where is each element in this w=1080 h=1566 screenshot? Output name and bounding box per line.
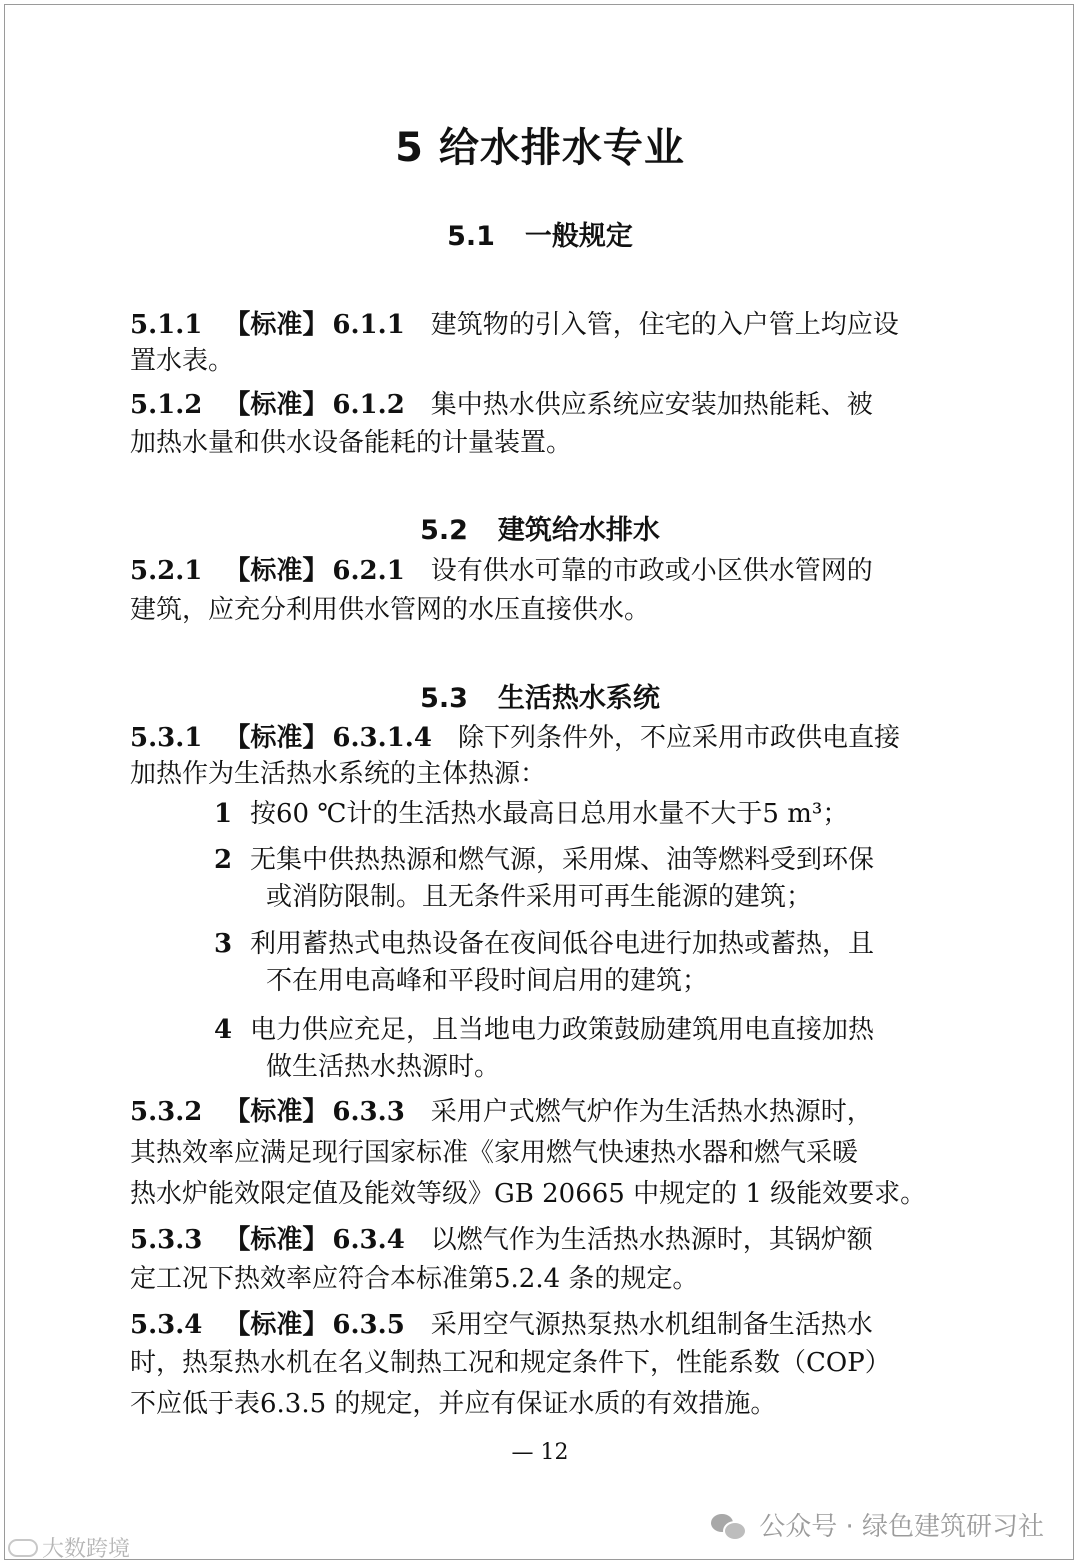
clause-text-cont: 时，热泵热水机在名义制热工况和规定条件下，性能系数（COP） xyxy=(130,1348,891,1378)
clause-text-cont: 其热效率应满足现行国家标准《家用燃气快速热水器和燃气采暖 xyxy=(130,1138,859,1168)
clause-number: 5.2.1 xyxy=(130,556,203,586)
standard-tag: 【标准】 xyxy=(224,1097,329,1127)
clause-number: 5.3.1 xyxy=(130,723,203,753)
section-title-5-1 xyxy=(0,214,1080,253)
standard-tag: 【标准】 xyxy=(224,723,329,753)
clause-5-1-1 xyxy=(130,307,899,343)
clause-5-3-4 xyxy=(130,1307,873,1343)
clause-5-3-1 xyxy=(130,720,900,756)
clause-text: 采用空气源热泵热水机组制备生活热水 xyxy=(430,1310,873,1340)
watermark-text: 公众号 · 绿色建筑研习社 xyxy=(759,1512,1044,1542)
clause-text-cont: 置水表。 xyxy=(130,346,235,376)
clause-text: 设有供水可靠的市政或小区供水管网的 xyxy=(430,556,873,586)
list-item-number: 2 xyxy=(214,845,233,875)
list-item-text: 利用蓄热式电热设备在夜间低谷电进行加热或蓄热，且 xyxy=(250,929,875,959)
section-number: 5.3 xyxy=(420,683,468,714)
clause-number: 5.3.3 xyxy=(130,1225,203,1255)
standard-tag: 【标准】 xyxy=(224,556,329,586)
clause-text: 集中热水供应系统应安装加热能耗、被 xyxy=(430,390,873,420)
standard-tag: 【标准】 xyxy=(224,310,329,340)
clause-number: 5.1.1 xyxy=(130,310,203,340)
clause-number: 5.1.2 xyxy=(130,390,203,420)
list-item-number: 1 xyxy=(214,799,233,829)
clause-text: 以燃气作为生活热水热源时，其锅炉额 xyxy=(430,1225,873,1255)
clause-number: 5.3.4 xyxy=(130,1310,203,1340)
watermark-brand xyxy=(8,1532,130,1563)
section-title-5-2 xyxy=(0,508,1080,547)
standard-number: 6.3.1.4 xyxy=(332,723,432,753)
section-name: 建筑给水排水 xyxy=(497,515,660,546)
watermark-wechat xyxy=(711,1506,1044,1543)
standard-tag: 【标准】 xyxy=(224,390,329,420)
standard-tag: 【标准】 xyxy=(224,1225,329,1255)
standard-number: 6.2.1 xyxy=(332,556,405,586)
list-item-text-cont: 做生活热水热源时。 xyxy=(266,1052,501,1082)
clause-text-cont: 不应低于表6.3.5 的规定，并应有保证水质的有效措施。 xyxy=(130,1389,777,1419)
list-item-text-cont: 或消防限制。且无条件采用可再生能源的建筑； xyxy=(266,882,813,912)
list-item-number: 3 xyxy=(214,929,233,959)
list-item-number: 4 xyxy=(214,1015,233,1045)
clause-text: 除下列条件外，不应采用市政供电直接 xyxy=(457,723,900,753)
standard-number: 6.3.4 xyxy=(332,1225,405,1255)
section-title-5-3 xyxy=(0,676,1080,715)
chapter-title: 5 给水排水专业 xyxy=(395,125,685,171)
clause-text-cont: 定工况下热效率应符合本标准第5.2.4 条的规定。 xyxy=(130,1264,699,1294)
section-name: 生活热水系统 xyxy=(497,683,660,714)
list-item-text: 电力供应充足，且当地电力政策鼓励建筑用电直接加热 xyxy=(250,1015,875,1045)
standard-number: 6.3.5 xyxy=(332,1310,405,1340)
brand-logo-icon xyxy=(8,1539,38,1557)
standard-tag: 【标准】 xyxy=(224,1310,329,1340)
section-number: 5.1 xyxy=(447,221,495,252)
clause-text-cont: 建筑，应充分利用供水管网的水压直接供水。 xyxy=(130,595,651,625)
clause-text-cont: 加热作为生活热水系统的主体热源： xyxy=(130,759,547,789)
wechat-icon xyxy=(711,1512,745,1538)
clause-text-cont: 热水炉能效限定值及能效等级》GB 20665 中规定的 1 级能效要求。 xyxy=(130,1179,927,1209)
section-number: 5.2 xyxy=(420,515,468,546)
clause-number: 5.3.2 xyxy=(130,1097,203,1127)
clause-5-3-3 xyxy=(130,1222,873,1258)
section-name: 一般规定 xyxy=(524,221,633,252)
clause-5-2-1 xyxy=(130,553,873,589)
clause-text-cont: 加热水量和供水设备能耗的计量装置。 xyxy=(130,428,573,458)
standard-number: 6.1.2 xyxy=(332,390,405,420)
clause-text: 建筑物的引入管，住宅的入户管上均应设 xyxy=(430,310,899,340)
list-item-text: 无集中供热热源和燃气源，采用煤、油等燃料受到环保 xyxy=(250,845,875,875)
watermark-text: 大数跨境 xyxy=(42,1537,131,1562)
page-number: — 12 xyxy=(511,1440,569,1465)
list-item-text: 按60 ℃计的生活热水最高日总用水量不大于5 m³； xyxy=(250,799,849,829)
clause-5-1-2 xyxy=(130,387,873,423)
list-item-text-cont: 不在用电高峰和平段时间启用的建筑； xyxy=(266,966,709,996)
clause-text: 采用户式燃气炉作为生活热水热源时， xyxy=(430,1097,873,1127)
standard-number: 6.3.3 xyxy=(332,1097,405,1127)
clause-5-3-2 xyxy=(130,1094,873,1130)
standard-number: 6.1.1 xyxy=(332,310,405,340)
